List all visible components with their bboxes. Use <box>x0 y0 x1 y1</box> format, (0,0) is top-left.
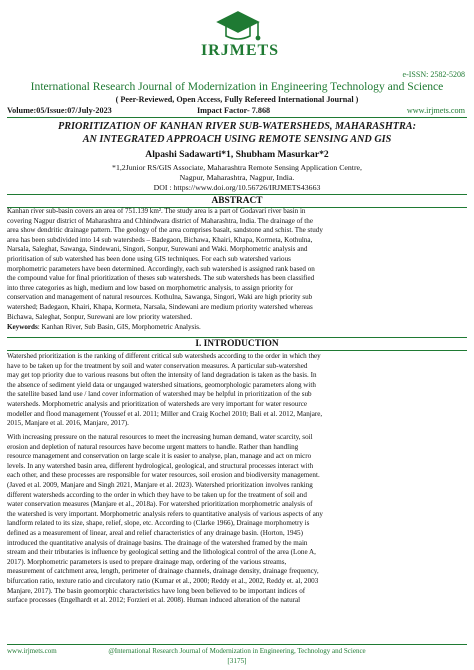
intro-p2-line: water conservation measures (Manjare et al., 2018a). For watershed prioritization morphometric analysis of <box>7 500 313 509</box>
footer-copyright: @International Research Journal of Modernization in Engineering, Technology and Science <box>108 647 366 655</box>
abstract-line: covering Nagpur district of Maharashtra and Chhindwara district of Maharashtra, India. The drainage of the <box>7 216 313 225</box>
footer-website-link[interactable]: www.irjmets.com <box>7 647 57 655</box>
abstract-line: the compound value for final prioritization of theses sub watersheds. The sub watersheds has been classified <box>7 274 315 283</box>
footer-rule <box>7 644 467 645</box>
intro-p1-line: Watershed prioritization is the ranking of different critical sub watersheds according to the order in which they <box>7 352 321 360</box>
impact-factor: Impact Factor- 7.868 <box>197 106 271 115</box>
intro-p1-line: the absence of sediment yield data or ungauged watershed situations, geomorphologic parameters along with <box>7 380 316 389</box>
paper-title-line-1: PRIORITIZATION OF KANHAN RIVER SUB-WATERSHEDS, MAHARASHTRA: <box>58 121 416 132</box>
doi-link[interactable]: DOI : https://www.doi.org/10.56726/IRJMETS43663 <box>153 183 321 192</box>
intro-p1-line: modeller and flood management (Youssef et al. 2011; Miller and Craig Kochel 2010; Bali et al. 2012, Manjare, <box>7 409 323 418</box>
intro-p2-line: landform related to its size, shape, relief, slope, etc. According to (Clarke 1966), Drainage morphometry is <box>7 519 310 528</box>
intro-paragraph-2 <box>7 433 467 606</box>
peer-review-note: ( Peer-Reviewed, Open Access, Fully Refereed International Journal ) <box>115 95 359 104</box>
intro-p1-line: the satellite based land use / land cover information of watershed may be helpful in prioritization of the sub <box>7 390 312 399</box>
intro-p2-line: (Javed et al. 2009, Manjare and Singh 2021, Manjare et al. 2023). Watershed prioritization involves ranking <box>7 480 313 489</box>
intro-p2-line: With increasing pressure on the natural resources to meet the increasing human demand, water scarcity, soil <box>7 433 313 441</box>
footer <box>7 647 467 657</box>
abstract-line: into three categories as high, medium and low based on morphometric analysis, to assign priority for <box>7 283 293 292</box>
intro-p2-line: 2017). Morphometric parameters is used to prepare drainage map, ordering of the various streams, <box>7 557 287 566</box>
intro-paragraph-1 <box>7 352 467 429</box>
volume-row <box>7 106 465 116</box>
abstract-line: area show dendritic drainage pattern. The geology of the area comprises basalt, sandstone and schist. The study <box>7 226 323 235</box>
abstract-line: area has been subdivided into 14 sub watersheds – Badegaon, Bichawa, Khairi, Khapa, Kormeta, Kothulna, <box>7 235 313 244</box>
intro-p1-line: may get top priority due to various reasons but often the intensity of land degradation is taken as the basis. In <box>7 371 317 380</box>
keywords-label: Keywords <box>7 323 38 331</box>
volume-issue: Volume:05/Issue:07/July-2023 <box>7 106 112 115</box>
abstract-line: Narsala, Saleghat, Sawanga, Sindewani, Singori, Sonpur, Surewani and Waki. Morphometric analysis and <box>7 245 308 254</box>
abstract-line: watershed; Badegaon, Khairi, Khapa, Kormeta, Narsala, Sindewani are medium priority watershed whereas <box>7 302 313 311</box>
intro-p2-line: stream and their tributaries is influence by geological setting and the lithological control of the area (Lone A, <box>7 548 316 557</box>
header-rule <box>7 117 467 118</box>
journal-title: International Research Journal of Modernization in Engineering Technology and Science <box>30 80 444 93</box>
header-website-link[interactable]: www.irjmets.com <box>406 106 465 115</box>
abstract-line: prioritisation of sub watershed has been done using GIS techniques. For each sub watershed various <box>7 254 291 263</box>
logo-emblem-icon <box>196 6 280 46</box>
affiliation-line-2: Nagpur, Maharashtra, Nagpur, India. <box>179 173 295 182</box>
logo-text: IRJMETS <box>200 42 280 59</box>
abstract-line: Kanhan river sub-basin covers an area of 751.139 km². The study area is a part of Godavari river basin in <box>7 207 306 215</box>
intro-p2-line: bifurcation ratio, texture ratio and circulatory ratio (Kumar et al., 2000; Reddy et al., 2002, Reddy et. al, 2003 <box>7 576 319 585</box>
issn: e-ISSN: 2582-5208 <box>402 70 465 79</box>
intro-p2-line: levels. In any watershed basin area, different hydrological, geological, and structural processes interact with <box>7 461 314 470</box>
intro-p2-line: erosion and depletion of natural resources have become urgent matters to handle. Rather than handling <box>7 442 299 451</box>
authors: Alpashi Sadawarti*1, Shubham Masurkar*2 <box>145 149 329 160</box>
intro-p2-line: the watershed is very important. Morphometric analysis refers to quantitative analysis of various aspects of any <box>7 509 323 518</box>
abstract-line: morphometric parameters have been determined. Accordingly, each sub watershed is assigned rank based on <box>7 264 315 273</box>
intro-p1-line: 2015, Manjare et al. 2016, Manjare, 2017). <box>7 419 129 428</box>
introduction-heading: I. INTRODUCTION <box>7 337 467 351</box>
intro-p1-line: watersheds. Morphometric analysis and prioritization of watersheds are very important for water resource <box>7 399 307 408</box>
keywords-text: : Kanhan River, Sub Basin, GIS, Morphometric Analysis. <box>37 323 201 331</box>
intro-p2-line: different watersheds according to the order in which they have to be taken up for the treatment of soil and <box>7 490 307 499</box>
abstract-line: conservation and management of natural resources. Kothulna, Sawanga, Singori, Waki are high priority sub <box>7 293 313 302</box>
page-number: [3175] <box>227 657 247 665</box>
intro-p2-line: Manjare, 2017). The basin geomorphic characteristics have long been believed to be important indices of <box>7 586 306 595</box>
intro-p1-line: have to be taken up for the treatment by soil and water conservation measures. A particular sub-watershed <box>7 361 308 370</box>
intro-p2-line: defined as a measurement of linear, areal and relief characteristics of any drainage basin. (Horton, 1945) <box>7 528 303 537</box>
affiliation-line-1: *1,2Junior RS/GIS Associate, Maharashtra Remote Sensing Application Centre, <box>112 163 362 172</box>
keywords <box>7 323 467 333</box>
intro-p2-line: each other, and these processes are responsible for water resources, soil erosion and biodiversity management. <box>7 471 320 480</box>
intro-p2-line: introduced the quantitative analysis of drainage basins. The drainage of the watershed framed by the main <box>7 538 308 547</box>
paper-title-line-2: AN INTEGRATED APPROACH USING REMOTE SENSING AND GIS <box>82 134 392 145</box>
abstract-line: Bichawa, Saleghat, Sonpur, Surewani are low priority watershed. <box>7 312 193 321</box>
intro-p2-line: surface processes (Engelhardt et al. 2012; Forzieri et al. 2008). Human induced alteration of the natural <box>7 596 301 605</box>
intro-p2-line: resource management and conservation on large scale it is easier to analyse, plan, manage and act on micro <box>7 452 312 461</box>
abstract-heading: ABSTRACT <box>7 194 467 208</box>
intro-p2-line: measurement of catchment area, length, perimeter of drainage channels, drainage density, drainage frequency, <box>7 567 319 576</box>
abstract-body <box>7 207 467 322</box>
